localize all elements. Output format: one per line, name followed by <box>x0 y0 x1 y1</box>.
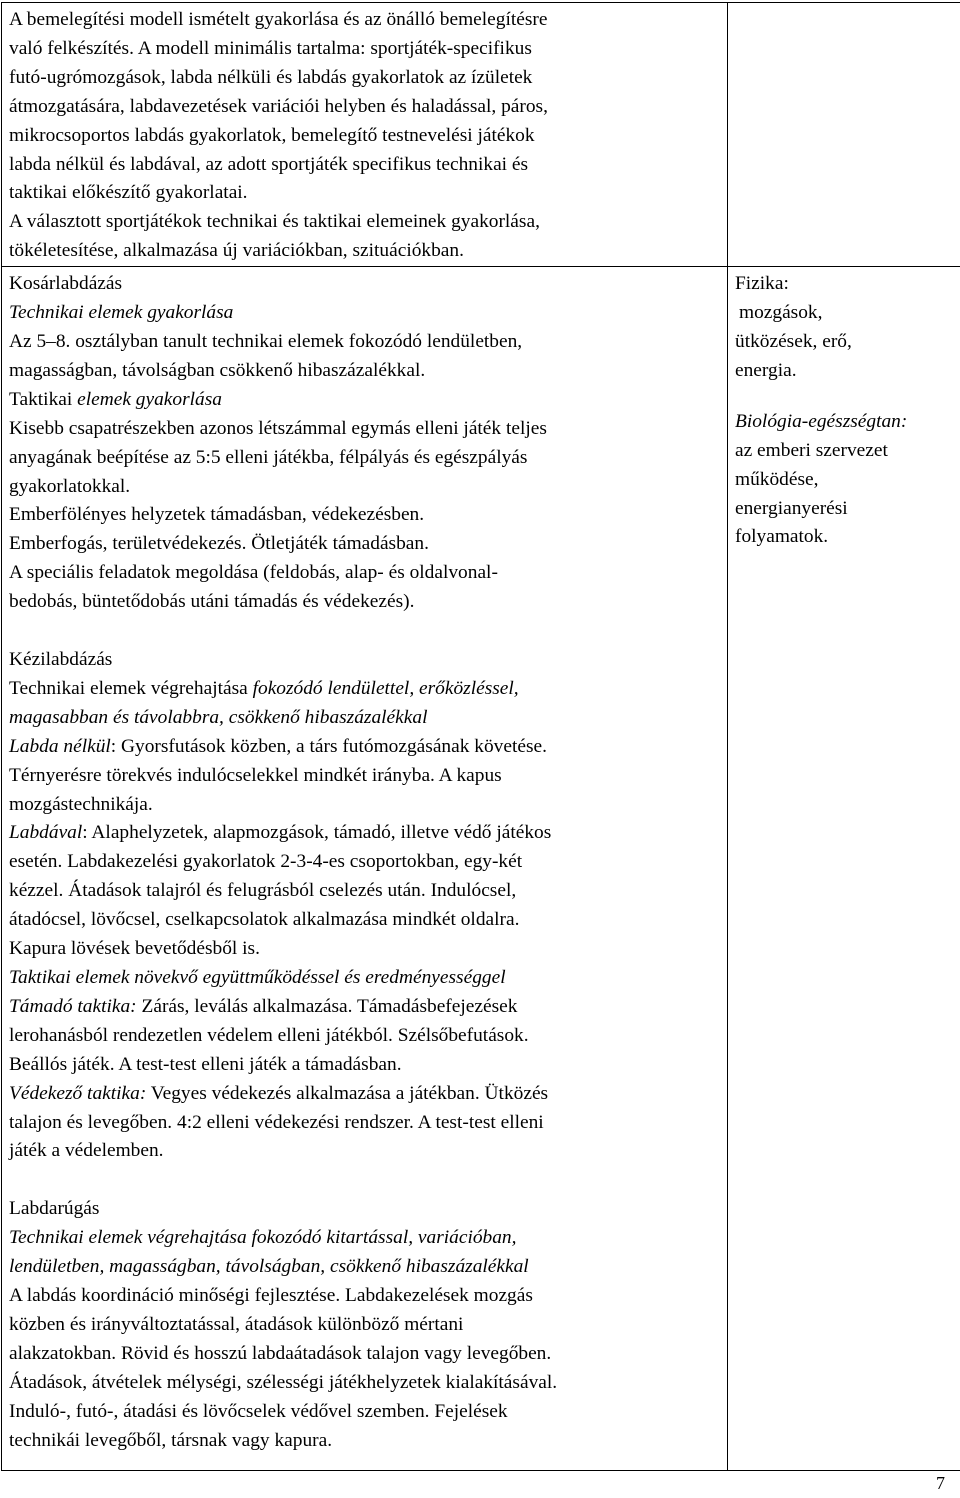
text-span: fokozódó lendülettel, erőközléssel, <box>252 677 519 699</box>
text-line: közben és irányváltoztatással, átadások különböző mértani <box>9 1313 464 1335</box>
text-line: mikrocsoportos labdás gyakorlatok, bemelegítő testnevelési játékok <box>9 124 535 146</box>
text-line <box>9 819 721 848</box>
text-line: Az 5–8. osztályban tanult technikai elemek fokozódó lendületben, <box>9 330 523 352</box>
text-line: magasságban, távolságban csökkenő hibaszázalékkal. <box>9 359 426 381</box>
text-span: Zárás, leválás alkalmazása. Támadásbefejezések <box>136 995 518 1017</box>
physics-title: Fizika: <box>735 273 789 295</box>
text-line: Kapura lövések bevetődésből is. <box>9 938 260 960</box>
biology-links <box>728 408 960 553</box>
text-line <box>9 1080 721 1109</box>
text-line: futó-ugrómozgások, labda nélküli és labdás gyakorlatok az ízületek <box>9 66 533 88</box>
text-line: talajon és levegőben. 4:2 elleni védekezési rendszer. A test-test elleni <box>9 1111 544 1133</box>
text-line: alakzatokban. Rövid és hosszú labdaátadások talajon vagy levegőben. <box>9 1342 552 1364</box>
text-line: bedobás, büntetődobás utáni támadás és védekezés). <box>9 591 415 613</box>
physics-links <box>728 270 960 386</box>
basketball-tech-heading: Technikai elemek gyakorlása <box>9 302 234 324</box>
text-line: Átadások, átvételek mélységi, szélességi játékhelyzetek kialakításával. <box>9 1371 558 1393</box>
text-line: való felkészítés. A modell minimális tartalma: sportjáték-specifikus <box>9 37 532 59</box>
text-line: játék a védelemben. <box>9 1140 164 1162</box>
text-span: Támadó taktika: <box>9 995 137 1017</box>
text-line <box>9 733 721 762</box>
text-line: folyamatok. <box>735 526 829 548</box>
table-row <box>2 3 960 267</box>
section-gap <box>9 1166 721 1195</box>
football-section <box>9 1195 721 1455</box>
tactic-prefix: Taktikai <box>9 388 73 410</box>
basketball-tactic-heading <box>9 386 721 415</box>
text-line: Technikai elemek végrehajtása fokozódó kitartással, variációban, <box>9 1227 517 1249</box>
text-span: Védekező taktika: <box>9 1082 147 1104</box>
handball-title: Kézilabdázás <box>9 649 113 671</box>
biology-title: Biológia-egészségtan: <box>735 410 908 432</box>
text-line: Emberfogás, területvédekezés. Ötletjáték támadásban. <box>9 533 429 555</box>
text-line: tökéletesítése, alkalmazása új variációkban, szituációkban. <box>9 240 464 262</box>
text-line: A speciális feladatok megoldása (feldobás, alap- és oldalvonal- <box>9 562 498 584</box>
basketball-section <box>9 270 721 617</box>
text-line: taktikai előkészítő gyakorlatai. <box>9 182 248 204</box>
intro-cell <box>2 3 728 267</box>
intro-side-cell <box>728 3 960 267</box>
text-line: mozgástechnikája. <box>9 793 153 815</box>
text-line: technikái levegőből, társnak vagy kapura. <box>9 1429 333 1451</box>
text-line: esetén. Labdakezelési gyakorlatok 2-3-4-es csoportokban, egy-két <box>9 851 523 873</box>
text-line: az emberi szervezet <box>735 439 888 461</box>
page-number: 7 <box>936 1473 945 1493</box>
text-line: Induló-, futó-, átadási és lövőcselek védővel szemben. Fejelések <box>9 1400 508 1422</box>
text-line: Emberfölényes helyzetek támadásban, védekezésben. <box>9 504 425 526</box>
text-line: energianyerési <box>735 497 848 519</box>
text-span: Technikai elemek végrehajtása <box>9 677 253 699</box>
text-line <box>9 675 721 704</box>
text-line: A választott sportjátékok technikai és taktikai elemeinek gyakorlása, <box>9 211 540 233</box>
content-cell <box>2 267 728 1470</box>
text-span: : Alaphelyzetek, alapmozgások, támadó, illetve védő játékos <box>82 822 552 844</box>
text-line: anyagának beépítése az 5:5 elleni játékba, félpályás és egészpályás <box>9 446 528 468</box>
text-line: magasabban és távolabbra, csökkenő hibaszázalékkal <box>9 706 428 728</box>
table-row <box>2 267 960 1470</box>
football-title: Labdarúgás <box>9 1198 100 1220</box>
text-line: átmozgatására, labdavezetések variációi helyben és haladással, páros, <box>9 95 548 117</box>
text-line: ütközések, erő, <box>735 330 852 352</box>
text-span: Labda nélkül <box>9 735 111 757</box>
text-line: labda nélkül és labdával, az adott sportjáték specifikus technikai és <box>9 153 529 175</box>
crosscurricular-cell <box>728 267 960 1470</box>
intro-text <box>9 6 721 266</box>
text-line: gyakorlatokkal. <box>9 475 131 497</box>
handball-section <box>9 646 721 1166</box>
text-line: kézzel. Átadások talajról és felugrásból cselezés után. Indulócsel, <box>9 880 517 902</box>
text-line: A bemelegítési modell ismételt gyakorlása és az önálló bemelegítésre <box>9 9 548 30</box>
text-span: Labdával <box>9 822 83 844</box>
text-line: A labdás koordináció minőségi fejlesztése. Labdakezelések mozgás <box>9 1285 533 1307</box>
text-line: energia. <box>735 359 797 381</box>
text-line: átadócsel, lövőcsel, cselkapcsolatok alkalmazása mindkét oldalra. <box>9 909 520 931</box>
curriculum-table <box>1 2 960 1471</box>
text-line: működése, <box>735 468 819 490</box>
text-line: lerohanásból rendezetlen védelem elleni játékból. Szélsőbefutások. <box>9 1024 529 1046</box>
section-gap <box>9 617 721 646</box>
text-line: Taktikai elemek növekvő együttműködéssel és eredményességgel <box>9 967 506 988</box>
basketball-title: Kosárlabdázás <box>9 273 123 295</box>
text-line: Kisebb csapatrészekben azonos létszámmal egymás elleni játék teljes <box>9 417 547 439</box>
text-line <box>9 993 721 1022</box>
text-span: Vegyes védekezés alkalmazása a játékban. Ütközés <box>146 1082 549 1104</box>
tactic-heading-text: elemek gyakorlása <box>72 388 222 410</box>
text-line: mozgások, <box>739 302 823 324</box>
text-line: Beállós játék. A test-test elleni játék a támadásban. <box>9 1053 402 1075</box>
text-line: lendületben, magasságban, távolságban, csökkenő hibaszázalékkal <box>9 1256 529 1278</box>
text-span: : Gyorsfutások közben, a társ futómozgásának követése. <box>110 735 547 757</box>
text-line: Térnyerésre törekvés indulócselekkel mindkét irányba. A kapus <box>9 764 502 786</box>
